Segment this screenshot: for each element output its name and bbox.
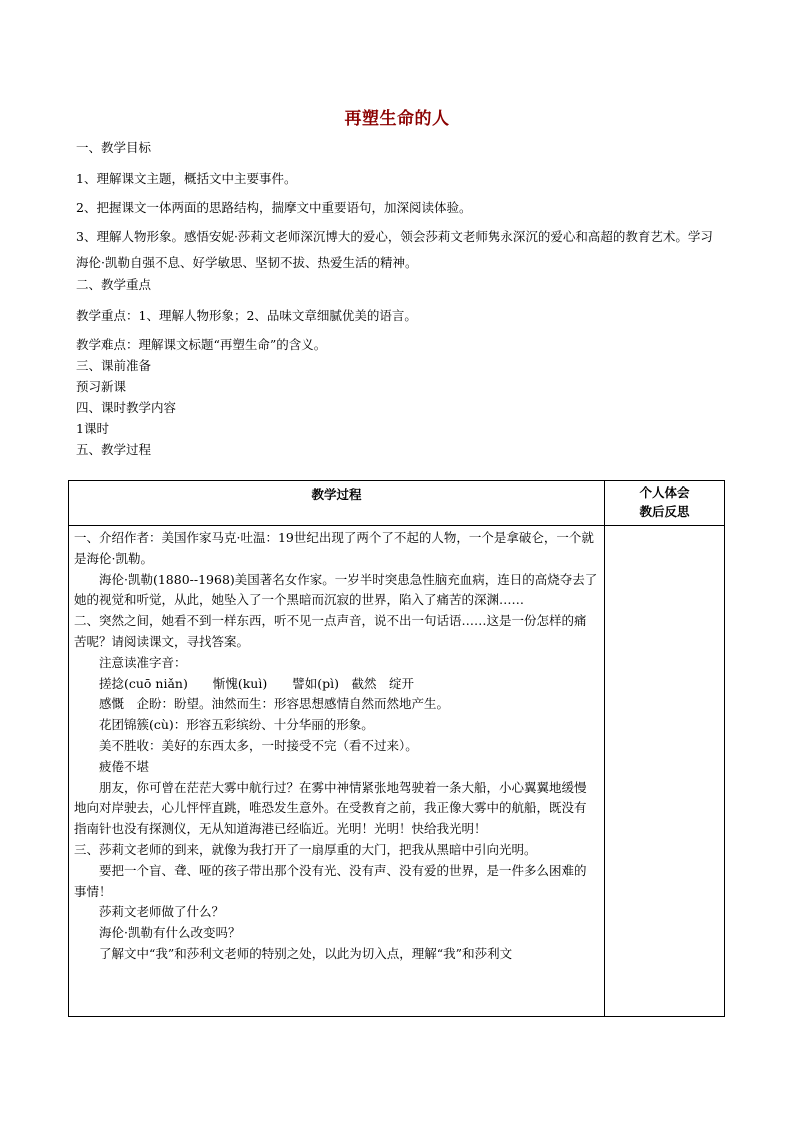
table-header-row <box>69 481 725 526</box>
difficulty-text: 教学难点：理解课文标题“再塑生命”的含义。 <box>76 337 327 352</box>
section-heading-goals: 一、教学目标 <box>76 140 152 155</box>
class-hours-text: 1课时 <box>76 421 109 436</box>
process-paragraph: 感慨 企盼：盼望。油然而生：形容思想感情自然而然地产生。 <box>99 696 450 712</box>
section-heading-preparation: 三、课前准备 <box>76 358 152 373</box>
process-paragraph: 美不胜收：美好的东西太多，一时接受不完（看不过来）。 <box>99 737 418 753</box>
process-paragraph: 二、突然之间，她看不到一样东西，听不见一点声音，说不出一句话语……这是一份怎样的痛苦呢？请阅读课文，寻找答案。 <box>74 613 587 649</box>
process-paragraph: 莎莉文老师做了什么？ <box>99 904 225 920</box>
table-header-reflection <box>605 481 725 526</box>
goal-item-2: 2、把握课文一体两面的思路结构，揣摩文中重要语句，加深阅读体验。 <box>76 200 472 215</box>
section-heading-content: 四、课时教学内容 <box>76 400 177 415</box>
table-header-process: 教学过程 <box>69 481 605 526</box>
process-paragraph: 要把一个盲、聋、哑的孩子带出那个没有光、没有声、没有爱的世界，是一件多么困难的事情！ <box>74 862 587 899</box>
process-paragraph: 花团锦簇(cù)：形容五彩缤纷、十分华丽的形象。 <box>99 717 374 733</box>
process-paragraph: 了解文中“我”和莎利文老师的特别之处，以此为切入点，理解“我”和莎利文 <box>99 945 513 961</box>
process-paragraph: 海伦·凯勒有什么改变吗？ <box>99 925 241 941</box>
goal-item-1: 1、理解课文主题，概括文中主要事件。 <box>76 171 297 186</box>
teaching-process-table <box>68 480 725 1017</box>
reflection-header-line2: 教后反思 <box>639 504 690 519</box>
document-title: 再塑生命的人 <box>344 109 450 129</box>
reflection-cell <box>605 526 725 1017</box>
preparation-text: 预习新课 <box>76 379 127 394</box>
section-heading-process: 五、教学过程 <box>76 442 152 457</box>
process-content-cell <box>69 526 605 1017</box>
key-point-text: 教学重点：1、理解人物形象；2、品味文章细腻优美的语言。 <box>76 308 417 323</box>
process-paragraph: 疲倦不堪 <box>99 758 150 774</box>
process-paragraph: 三、莎莉文老师的到来，就像为我打开了一扇厚重的大门，把我从黑暗中引向光明。 <box>74 841 537 857</box>
section-heading-keypoints: 二、教学重点 <box>76 277 152 292</box>
goal-item-3: 3、理解人物形象。感悟安妮·莎莉文老师深沉博大的爱心，领会莎莉文老师隽永深沉的爱心和高超的教育艺术。学习海伦·凯勒自强不息、好学敏思、坚韧不拔、热爱生活的精神。 <box>76 229 713 270</box>
process-paragraph: 注意读准字音： <box>99 654 187 670</box>
process-paragraph: 海伦·凯勒(1880--1968)美国著名女作家。一岁半时突患急性脑充血病，连日的高烧夺去了她的视觉和听觉，从此，她坠入了一个黑暗而沉寂的世界，陷入了痛苦的深渊…… <box>74 571 598 608</box>
process-paragraph: 一、介绍作者：美国作家马克·吐温：19世纪出现了两个了不起的人物，一个是拿破仑，一个就是海伦·凯勒。 <box>74 530 594 566</box>
process-paragraph: 搓捻(cuō niǎn) 惭愧(kuì) 譬如(pì) 截然 绽开 <box>99 675 414 691</box>
process-paragraph: 朋友，你可曾在茫茫大雾中航行过？在雾中神情紧张地驾驶着一条大船，小心翼翼地缓慢地向对岸驶去，心儿怦怦直跳，唯恐发生意外。在受教育之前，我正像大雾中的航船，既没有指南针也没有探测仪，无从知道海港已经临近。光明！光明！快给我光明！ <box>74 779 587 837</box>
reflection-header-line1: 个人体会 <box>639 485 690 500</box>
table-body-row <box>69 526 725 1017</box>
